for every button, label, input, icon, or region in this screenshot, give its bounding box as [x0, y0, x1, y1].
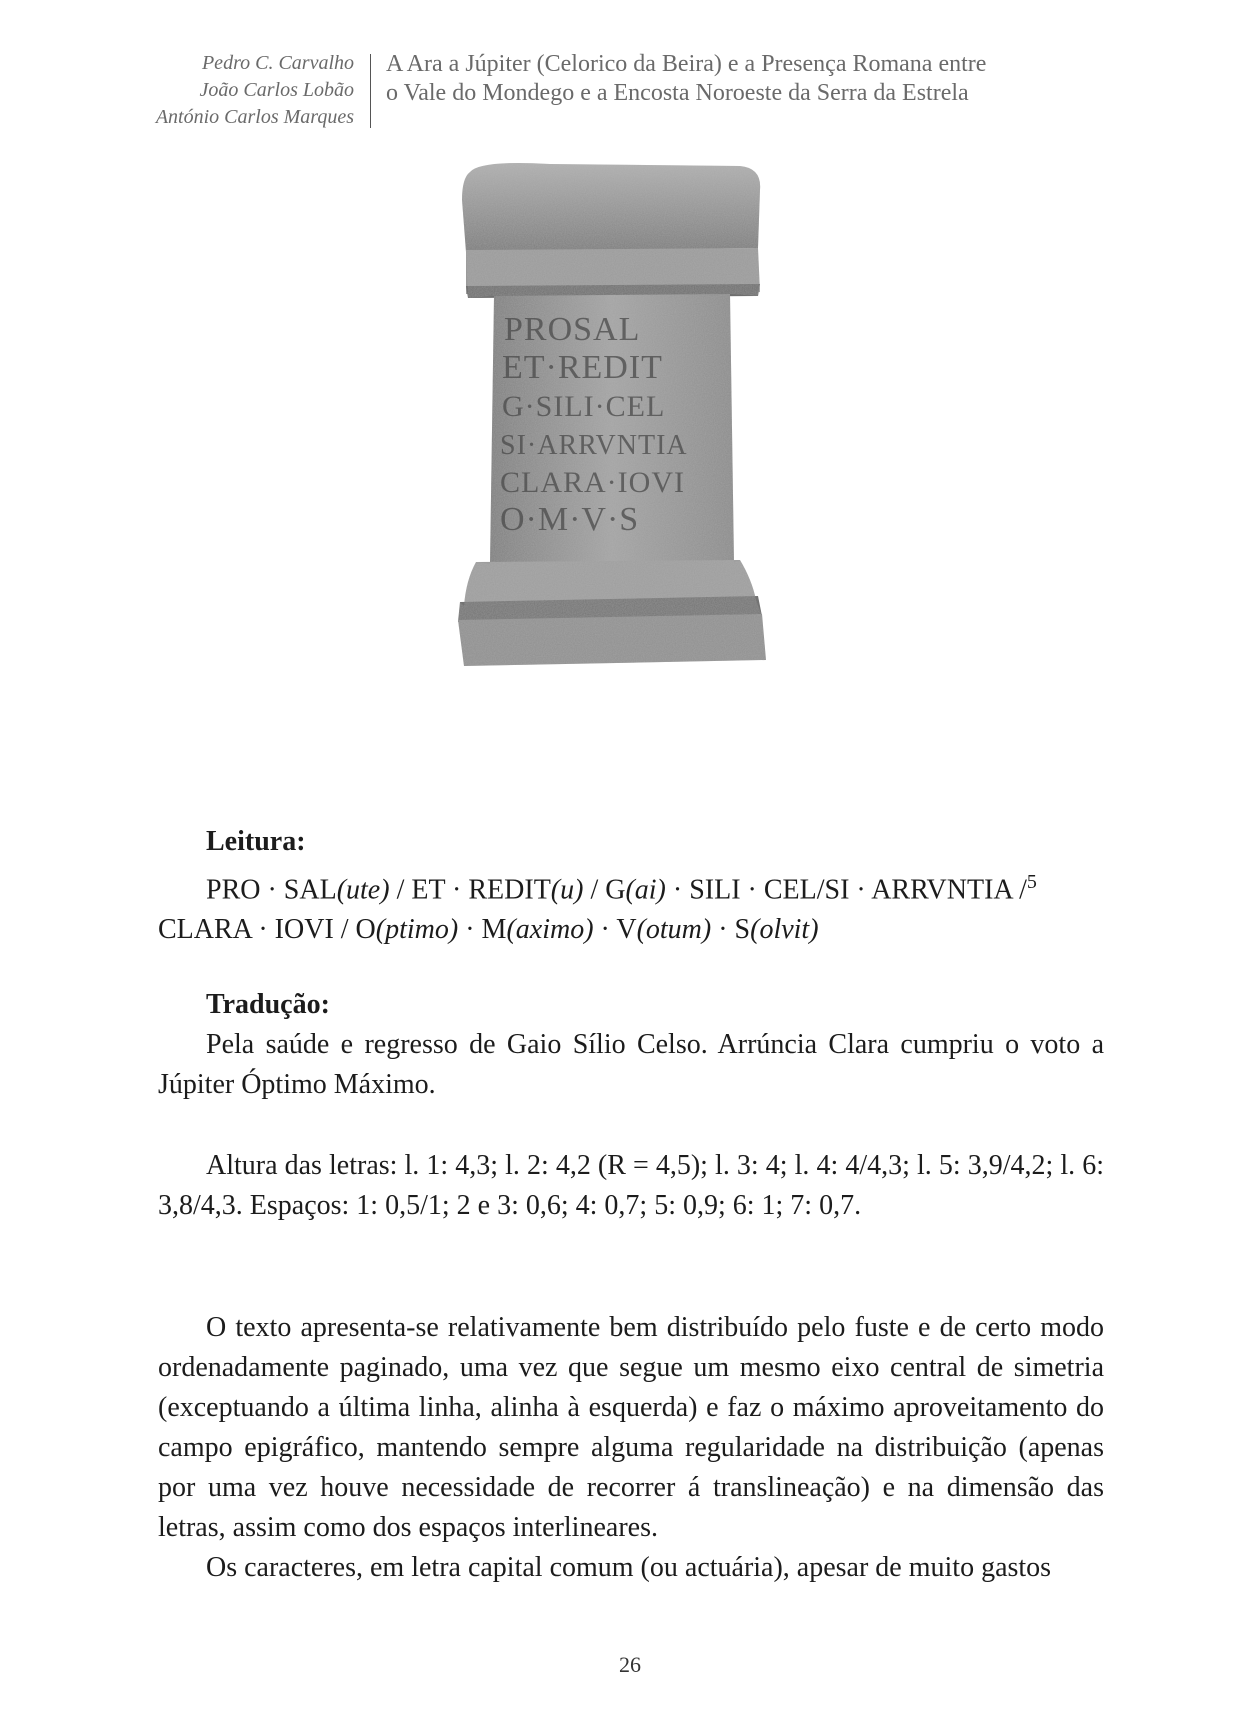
leitura-section	[158, 822, 1104, 950]
expansion: (ai)	[625, 874, 666, 906]
body-paragraph: Os caracteres, em letra capital comum (ou actuária), apesar de muito gastos	[206, 1552, 1052, 1583]
altura-paragraph-block	[158, 1146, 1104, 1226]
author-list	[156, 50, 354, 131]
reading-text: · M	[458, 914, 507, 946]
leitura-line-2	[158, 910, 1104, 950]
running-header	[0, 50, 1260, 130]
reading-text: PRO · SAL	[206, 874, 337, 906]
traducao-heading: Tradução:	[206, 989, 330, 1020]
traducao-text: Pela saúde e regresso de Gaio Sílio Celso. Arrúncia Clara cumpriu o voto a Júpiter Óptimo Máximo.	[158, 1029, 1104, 1100]
running-title-line: A Ara a Júpiter (Celorico da Beira) e a Presença Romana entre	[386, 51, 987, 77]
traducao-section	[158, 985, 1104, 1105]
line-number: 5	[1026, 871, 1037, 893]
running-title-line: o Vale do Mondego e a Encosta Noroeste da Serra da Estrela	[386, 80, 969, 106]
reading-text: · V	[593, 914, 637, 946]
author-name: António Carlos Marques	[155, 106, 354, 128]
author-name: Pedro C. Carvalho	[201, 52, 354, 74]
inscription-line: PROSAL	[504, 311, 641, 348]
inscription-line: CLARA·IOVI	[500, 466, 685, 499]
inscription-line: G·SILI·CEL	[502, 390, 666, 423]
expansion: (aximo)	[506, 914, 594, 946]
expansion: (otum)	[636, 914, 712, 946]
reading-text: CLARA · IOVI / O	[158, 914, 376, 946]
page-number: 26	[619, 1652, 641, 1677]
reading-text: · S	[711, 914, 751, 946]
reading-text: / ET · REDIT	[389, 874, 551, 906]
author-name: João Carlos Lobão	[199, 79, 354, 101]
inscription-line: ET·REDIT	[502, 349, 663, 386]
leitura-line-1	[158, 862, 1104, 910]
inscription-line: O·M·V·S	[500, 501, 640, 538]
expansion: (olvit)	[750, 914, 819, 946]
expansion: (ptimo)	[375, 914, 459, 946]
expansion: (ute)	[336, 874, 390, 906]
reading-text: / G	[583, 874, 626, 906]
running-title	[386, 50, 986, 108]
reading-text: · SILI · CEL/SI · ARRVNTIA /	[665, 874, 1027, 906]
altar-photograph	[440, 160, 800, 740]
expansion: (u)	[550, 874, 584, 906]
body-text-block	[158, 1308, 1104, 1588]
body-paragraph: O texto apresenta-se relativamente bem distribuído pelo fuste e de certo modo ordenadamente paginado, uma vez que segue um mesmo eixo central de simetria (exceptuando a última linha, alinha à esquerda) e faz o máximo aproveitamento do campo epigráfico, mantendo sempre alguma regularidade na distribuição (apenas por uma vez houve necessidade de recorrer á translineação) e na dimensão das letras, assim como dos espaços interlineares.	[158, 1312, 1104, 1543]
header-divider	[370, 54, 371, 128]
inscription-line: SI·ARRVNTIA	[500, 430, 688, 461]
altura-paragraph: Altura das letras: l. 1: 4,3; l. 2: 4,2 (R = 4,5); l. 3: 4; l. 4: 4/4,3; l. 5: 3,9/4,2; l. 6: 3,8/4,3. Espaços: 1: 0,5/1; 2 e 3: 0,6; 4: 0,7; 5: 0,9; 6: 1; 7: 0,7.	[158, 1150, 1104, 1221]
leitura-heading: Leitura:	[206, 826, 306, 857]
